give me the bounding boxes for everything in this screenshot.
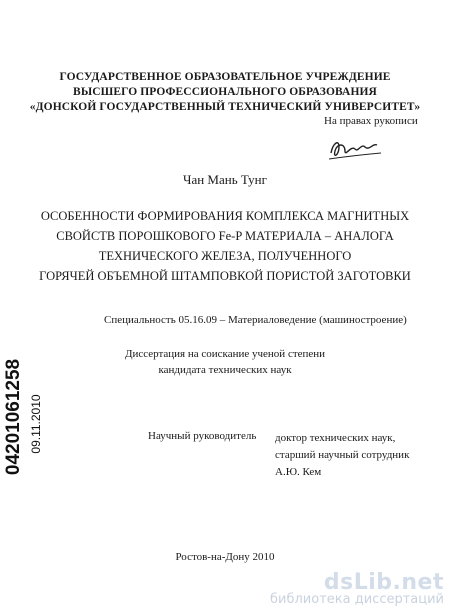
degree-line-1: Диссертация на соискание ученой степени [124,348,326,360]
supervisor-degree: доктор технических наук, [275,432,396,444]
degree-statement [0,346,450,378]
registration-date: 09.11.2010 [29,394,43,454]
watermark-logo: dsLib.net [323,570,444,595]
specialty-line: Специальность 05.16.09 – Материаловедение (машиностроение) [104,314,407,326]
watermark [270,570,444,607]
supervisor-label: Научный руководитель [148,430,257,442]
author-name: Чан Мань Тунг [183,172,267,187]
title-line-4: ГОРЯЧЕЙ ОБЪЕМНОЙ ШТАМПОВКОЙ ПОРИСТОЙ ЗАГОТОВКИ [39,269,411,283]
registration-number: 04201061258 [3,358,24,476]
supervisor-position: старший научный сотрудник [275,449,410,461]
title-line-3: ТЕХНИЧЕСКОГО ЖЕЛЕЗА, ПОЛУЧЕННОГО [98,249,352,263]
dissertation-title [0,206,450,286]
title-line-1: ОСОБЕННОСТИ ФОРМИРОВАНИЯ КОМПЛЕКСА МАГНИТНЫХ [40,209,410,223]
supervisor-name: А.Ю. Кем [275,466,322,478]
handwritten-signature [325,133,385,165]
rights-note: На правах рукописи [324,115,418,127]
supervisor-info [275,430,409,481]
watermark-subtitle: библиотека диссертаций [270,592,444,607]
institution-line-1: ГОСУДАРСТВЕННОЕ ОБРАЗОВАТЕЛЬНОЕ УЧРЕЖДЕНИЕ [59,71,391,83]
institution-line-3: «ДОНСКОЙ ГОСУДАРСТВЕННЫЙ ТЕХНИЧЕСКИЙ УНИВЕРСИТЕТ» [29,101,421,113]
institution-header [0,70,450,115]
title-line-2: СВОЙСТВ ПОРОШКОВОГО Fe-P МАТЕРИАЛА – АНАЛОГА [56,229,394,243]
city-year: Ростов-на-Дону 2010 [175,551,275,563]
institution-line-2: ВЫСШЕГО ПРОФЕССИОНАЛЬНОГО ОБРАЗОВАНИЯ [73,86,377,98]
degree-line-2: кандидата технических наук [158,364,292,376]
